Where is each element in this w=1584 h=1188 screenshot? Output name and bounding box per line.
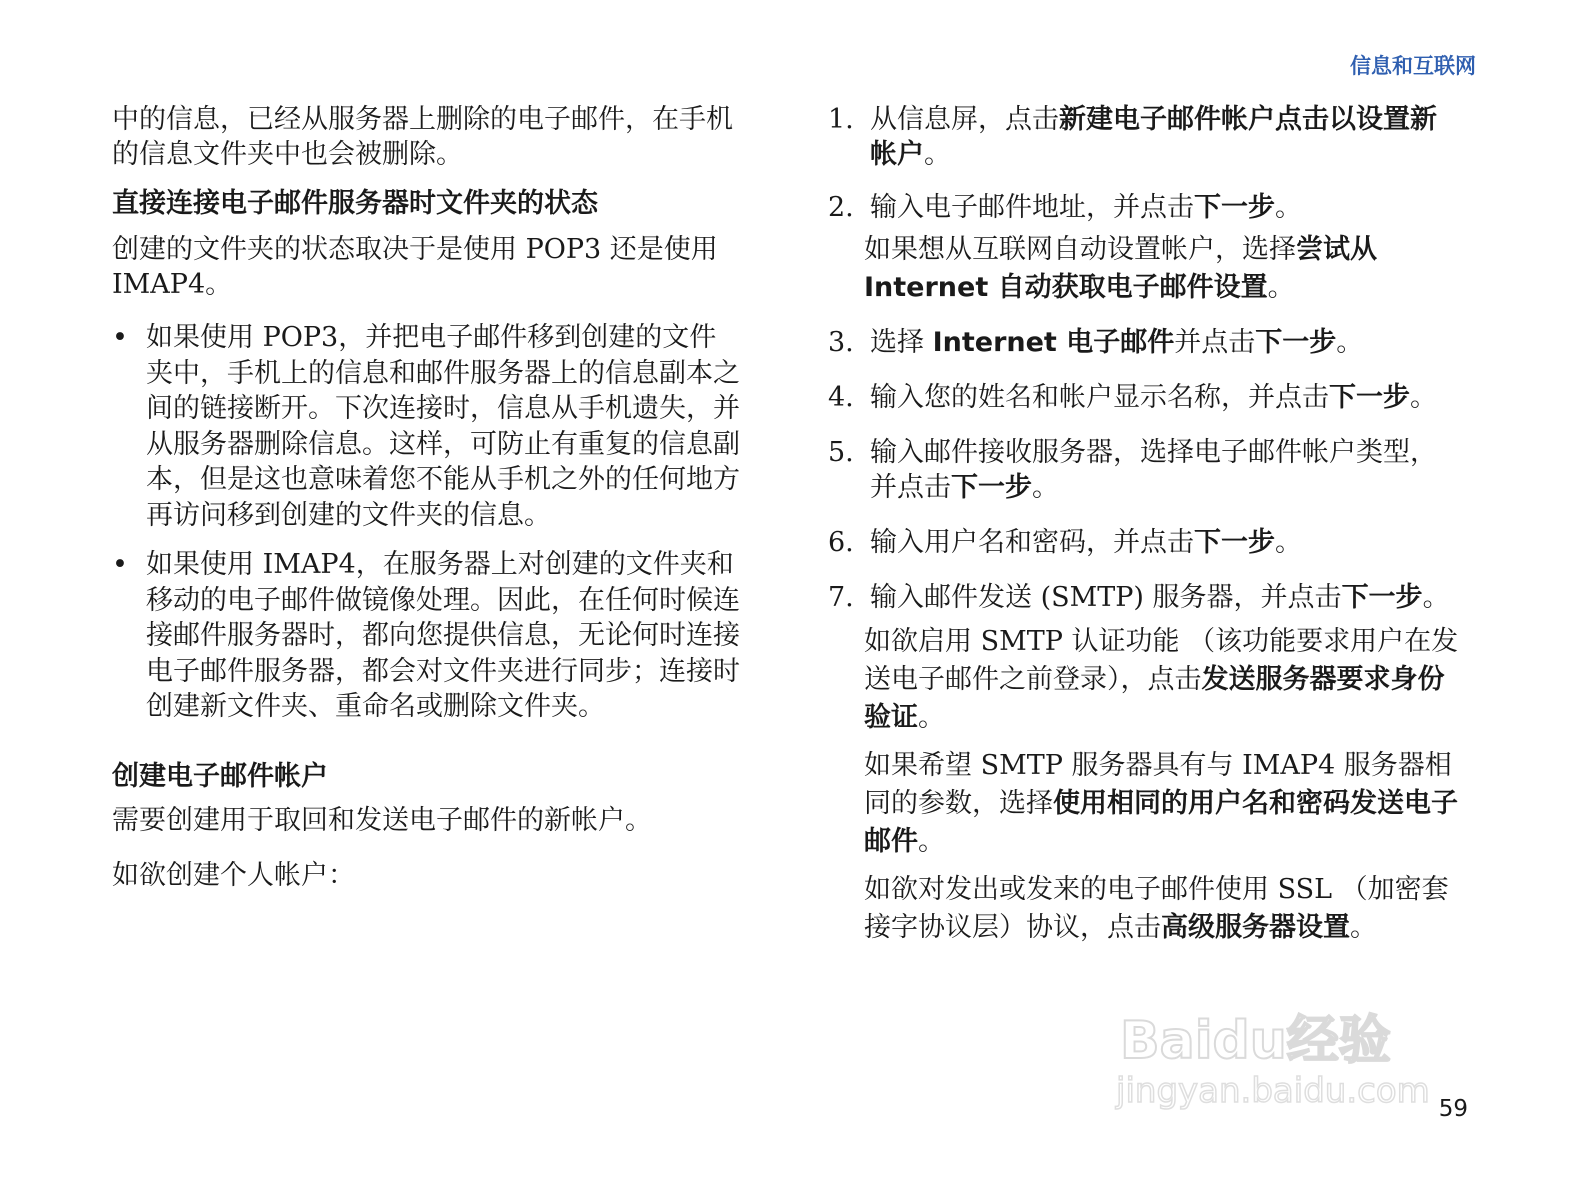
- step-bold-text: 新建电子邮件帐户点击以设置新帐户: [870, 104, 1437, 170]
- smtp-same-params-note: [828, 747, 1460, 861]
- note-text: 如欲启用 SMTP 认证功能 （该功能要求用户在发送电子邮件之前登录），点击: [864, 626, 1459, 695]
- list-item: [112, 320, 740, 533]
- create-account-text: 需要创建用于取回和发送电子邮件的新帐户。: [112, 804, 652, 836]
- step-text: 从信息屏，点击: [870, 104, 1059, 135]
- bullet-text-imap4: 如果使用 IMAP4，在服务器上对创建的文件夹和移动的电子邮件做镜像处理。因此，在任何时候连接邮件服务器时，都向您提供信息，无论何时连接电子邮件服务器，都会对文件夹进行同步；连接时创建新文件夹、重命名或删除文件夹。: [146, 549, 740, 722]
- step-text: 输入电子邮件地址，并点击: [870, 192, 1194, 223]
- note-bold-text: 尝试从 Internet 自动获取电子邮件设置: [864, 234, 1377, 303]
- step-text: 。: [1032, 472, 1059, 503]
- left-column: [112, 102, 740, 893]
- create-personal-account-text: 如欲创建个人帐户：: [112, 859, 355, 891]
- step-number: 6.: [828, 527, 854, 558]
- step-6: [828, 525, 1460, 560]
- note-text: 。: [918, 702, 945, 733]
- note-bold-text: 使用相同的用户名和密码发送电子邮件: [864, 788, 1458, 857]
- step-text: 。: [924, 139, 951, 170]
- step-text: 输入用户名和密码，并点击: [870, 527, 1194, 558]
- watermark-logo-text: Baidu经验: [1120, 1011, 1391, 1071]
- heading-create-account: 创建电子邮件帐户: [112, 760, 328, 792]
- step-1: [828, 102, 1460, 172]
- list-item: [112, 547, 740, 725]
- step-number: 2.: [828, 192, 854, 223]
- step-number: 3.: [828, 327, 854, 358]
- step-bold-text: 下一步: [1341, 582, 1423, 613]
- step-4: [828, 380, 1460, 415]
- step-bold-text: 下一步: [951, 472, 1032, 503]
- note-text: 如果想从互联网自动设置帐户，选择: [864, 234, 1296, 265]
- step-text: 。: [1410, 382, 1437, 413]
- note-bold-text: 高级服务器设置: [1161, 912, 1350, 943]
- folder-status-text: 创建的文件夹的状态取决于是使用 POP3 还是使用 IMAP4。: [112, 234, 718, 300]
- note-text: 如果希望 SMTP 服务器具有与 IMAP4 服务器相同的参数，选择: [864, 750, 1452, 819]
- smtp-auth-note: [828, 623, 1460, 737]
- step-7: [828, 580, 1460, 615]
- step-3: [828, 325, 1460, 360]
- step-bold-text: 下一步: [1194, 527, 1275, 558]
- note-text: 。: [918, 826, 945, 857]
- note-bold-text: 发送服务器要求身份验证: [864, 664, 1445, 733]
- step-text: 。: [1336, 327, 1364, 358]
- step-number: 5.: [828, 437, 854, 468]
- step-text: 并点击: [1174, 327, 1256, 358]
- step-2: [828, 190, 1460, 225]
- step-number: 4.: [828, 382, 854, 413]
- bullet-icon: •: [112, 549, 128, 580]
- step-bold-text: 下一步: [1329, 382, 1410, 413]
- section-title: 信息和互联网: [1350, 54, 1476, 78]
- note-text: 如欲对发出或发来的电子邮件使用 SSL （加密套接字协议层）协议，点击: [864, 874, 1449, 943]
- step-bold-text: 下一步: [1194, 192, 1275, 223]
- step-text: 输入邮件接收服务器，选择电子邮件帐户类型，并点击: [870, 437, 1437, 503]
- step-bold-text: Internet 电子邮件: [932, 327, 1175, 358]
- note-text: 。: [1350, 912, 1377, 943]
- step-text: 输入您的姓名和帐户显示名称，并点击: [870, 382, 1329, 413]
- step-text: 。: [1275, 527, 1302, 558]
- ssl-note: [828, 871, 1460, 947]
- step-number: 7.: [828, 582, 854, 613]
- intro-text: 中的信息，已经从服务器上删除的电子邮件，在手机的信息文件夹中也会被删除。: [112, 104, 733, 170]
- baidu-watermark-icon: [1112, 1000, 1472, 1110]
- step-2-note: [828, 231, 1460, 307]
- page-number: 59: [1438, 1096, 1468, 1122]
- step-text: 输入邮件发送 (SMTP) 服务器，并点击: [870, 582, 1342, 613]
- watermark-url-text: jingyan.baidu.com: [1116, 1071, 1430, 1110]
- heading-folder-status: 直接连接电子邮件服务器时文件夹的状态: [112, 188, 598, 219]
- step-text: 选择: [870, 327, 933, 358]
- bullet-icon: •: [112, 322, 128, 353]
- bullet-text-pop3: 如果使用 POP3，并把电子邮件移到创建的文件夹中，手机上的信息和邮件服务器上的信息副本之间的链接断开。下次连接时，信息从手机遗失，并从服务器删除信息。这样，可防止有重复的信息副本，但是这也意味着您不能从手机之外的任何地方再访问移到创建的文件夹的信息。: [146, 322, 740, 531]
- step-bold-text: 下一步: [1255, 327, 1337, 358]
- right-column: [828, 102, 1460, 947]
- step-number: 1.: [828, 104, 854, 135]
- step-5: [828, 435, 1460, 505]
- note-text: 。: [1267, 272, 1295, 303]
- step-text: 。: [1422, 582, 1450, 613]
- step-text: 。: [1275, 192, 1302, 223]
